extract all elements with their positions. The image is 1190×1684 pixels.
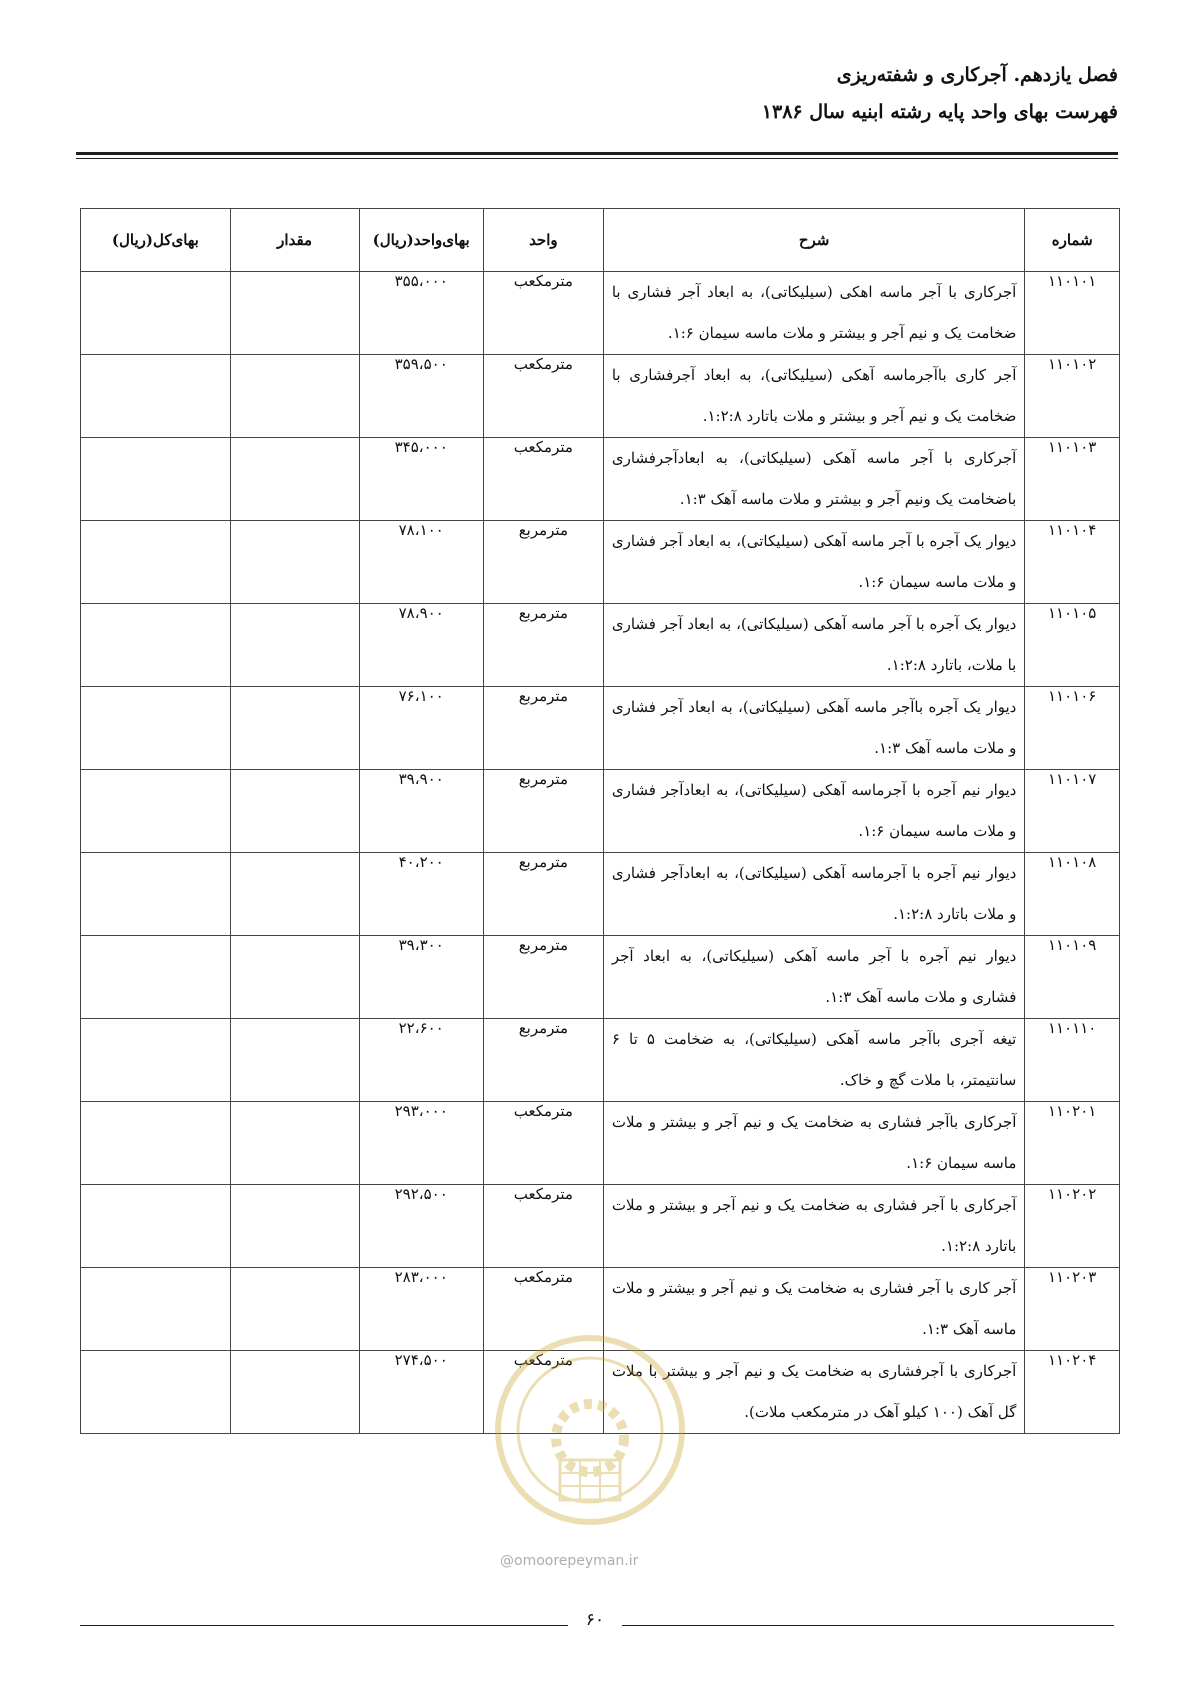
item-quantity <box>230 687 359 770</box>
item-unit-price: ۷۸،۱۰۰ <box>359 521 483 604</box>
item-description: دیوار یک آجره با آجر ماسه آهکی (سیلیکاتی)، به ابعاد آجر فشاری با ملات، باتارد ۱:۲:۸. <box>603 604 1025 687</box>
table-row <box>81 1102 1120 1185</box>
column-header-unit: واحد <box>483 209 603 272</box>
table-row <box>81 853 1120 936</box>
table-header-row <box>81 209 1120 272</box>
item-description: دیوار یک آجره باآجر ماسه آهکی (سیلیکاتی)، به ابعاد آجر فشاری و ملات ماسه آهک ۱:۳. <box>603 687 1025 770</box>
item-total-price <box>81 853 231 936</box>
item-number: ۱۱۰۱۰۳ <box>1025 438 1120 521</box>
item-unit-price: ۷۶،۱۰۰ <box>359 687 483 770</box>
column-header-number: شماره <box>1025 209 1120 272</box>
item-number: ۱۱۰۱۰۴ <box>1025 521 1120 604</box>
item-quantity <box>230 1351 359 1434</box>
item-total-price <box>81 604 231 687</box>
item-unit: مترمربع <box>483 604 603 687</box>
item-description: آجرکاری با آجر ماسه اهکی (سیلیکاتی)، به ابعاد آجر فشاری با ضخامت یک و نیم آجر و بیشتر و ملات ماسه سیمان ۱:۶. <box>603 272 1025 355</box>
item-quantity <box>230 1019 359 1102</box>
item-total-price <box>81 1185 231 1268</box>
page-header <box>72 58 1118 130</box>
item-total-price <box>81 936 231 1019</box>
item-unit: مترمکعب <box>483 438 603 521</box>
item-total-price <box>81 438 231 521</box>
item-number: ۱۱۰۲۰۲ <box>1025 1185 1120 1268</box>
item-description: دیوار نیم آجره با آجر ماسه آهکی (سیلیکاتی)، به ابعاد آجر فشاری و ملات ماسه آهک ۱:۳. <box>603 936 1025 1019</box>
table-row <box>81 604 1120 687</box>
footer-rule-left <box>80 1625 568 1626</box>
item-unit-price: ۳۴۵،۰۰۰ <box>359 438 483 521</box>
item-total-price <box>81 1351 231 1434</box>
header-rule-thick <box>76 152 1118 155</box>
table-row <box>81 687 1120 770</box>
item-unit-price: ۳۹،۳۰۰ <box>359 936 483 1019</box>
table-row <box>81 936 1120 1019</box>
item-number: ۱۱۰۱۰۸ <box>1025 853 1120 936</box>
item-quantity <box>230 521 359 604</box>
item-quantity <box>230 604 359 687</box>
item-unit-price: ۷۸،۹۰۰ <box>359 604 483 687</box>
table-row <box>81 1351 1120 1434</box>
item-number: ۱۱۰۱۱۰ <box>1025 1019 1120 1102</box>
item-number: ۱۱۰۱۰۷ <box>1025 770 1120 853</box>
item-number: ۱۱۰۱۰۱ <box>1025 272 1120 355</box>
item-unit: مترمکعب <box>483 1102 603 1185</box>
item-unit: مترمکعب <box>483 355 603 438</box>
item-quantity <box>230 1102 359 1185</box>
item-unit: مترمربع <box>483 770 603 853</box>
item-total-price <box>81 770 231 853</box>
item-unit: مترمکعب <box>483 272 603 355</box>
item-quantity <box>230 1268 359 1351</box>
item-description: آجرکاری با آجر ماسه آهکی (سیلیکاتی)، به ابعادآجرفشاری باضخامت یک ونیم آجر و بیشتر و ملات ماسه آهک ۱:۳. <box>603 438 1025 521</box>
item-description: آجر کاری با آجر فشاری به ضخامت یک و نیم آجر و بیشتر و ملات ماسه آهک ۱:۳. <box>603 1268 1025 1351</box>
price-list-table <box>80 208 1120 1434</box>
item-quantity <box>230 355 359 438</box>
item-description: آجر کاری باآجرماسه آهکی (سیلیکاتی)، به ابعاد آجرفشاری با ضخامت یک و نیم آجر و بیشتر و ملات باتارد ۱:۲:۸. <box>603 355 1025 438</box>
item-description: دیوار نیم آجره با آجرماسه آهکی (سیلیکاتی)، به ابعادآجر فشاری و ملات باتارد ۱:۲:۸. <box>603 853 1025 936</box>
item-number: ۱۱۰۱۰۲ <box>1025 355 1120 438</box>
item-unit-price: ۳۵۵،۰۰۰ <box>359 272 483 355</box>
item-number: ۱۱۰۲۰۴ <box>1025 1351 1120 1434</box>
item-quantity <box>230 272 359 355</box>
item-description: دیوار یک آجره با آجر ماسه آهکی (سیلیکاتی)، به ابعاد آجر فشاری و ملات ماسه سیمان ۱:۶. <box>603 521 1025 604</box>
item-number: ۱۱۰۲۰۳ <box>1025 1268 1120 1351</box>
item-unit-price: ۲۷۴،۵۰۰ <box>359 1351 483 1434</box>
item-unit-price: ۲۲،۶۰۰ <box>359 1019 483 1102</box>
column-header-quantity: مقدار <box>230 209 359 272</box>
item-unit: مترمکعب <box>483 1351 603 1434</box>
item-unit: مترمربع <box>483 687 603 770</box>
item-unit-price: ۴۰،۲۰۰ <box>359 853 483 936</box>
item-description: تیغه آجری باآجر ماسه آهکی (سیلیکاتی)، به ضخامت ۵ تا ۶ سانتیمتر، با ملات گچ و خاک. <box>603 1019 1025 1102</box>
item-total-price <box>81 355 231 438</box>
table-row <box>81 1185 1120 1268</box>
item-unit-price: ۲۹۲،۵۰۰ <box>359 1185 483 1268</box>
item-unit: مترمربع <box>483 521 603 604</box>
item-unit: مترمکعب <box>483 1185 603 1268</box>
item-number: ۱۱۰۱۰۹ <box>1025 936 1120 1019</box>
item-unit-price: ۳۹،۹۰۰ <box>359 770 483 853</box>
column-header-unit-price: بهای‌واحد(ریال) <box>359 209 483 272</box>
item-total-price <box>81 272 231 355</box>
table-row <box>81 438 1120 521</box>
item-total-price <box>81 687 231 770</box>
item-total-price <box>81 521 231 604</box>
item-unit: مترمربع <box>483 936 603 1019</box>
chapter-title: فصل یازدهم. آجرکاری و شفته‌ریزی <box>836 64 1118 86</box>
item-quantity <box>230 853 359 936</box>
item-description: آجرکاری باآجر فشاری به ضخامت یک و نیم آجر و بیشتر و ملات ماسه سیمان ۱:۶. <box>603 1102 1025 1185</box>
item-number: ۱۱۰۱۰۵ <box>1025 604 1120 687</box>
item-unit: مترمکعب <box>483 1268 603 1351</box>
item-unit-price: ۲۹۳،۰۰۰ <box>359 1102 483 1185</box>
item-description: آجرکاری با آجر فشاری به ضخامت یک و نیم آجر و بیشتر و ملات باتارد ۱:۲:۸. <box>603 1185 1025 1268</box>
item-unit-price: ۳۵۹،۵۰۰ <box>359 355 483 438</box>
item-description: دیوار نیم آجره با آجرماسه آهکی (سیلیکاتی)، به ابعادآجر فشاری و ملات ماسه سیمان ۱:۶. <box>603 770 1025 853</box>
item-unit: مترمربع <box>483 1019 603 1102</box>
item-total-price <box>81 1019 231 1102</box>
table-row <box>81 770 1120 853</box>
item-unit: مترمربع <box>483 853 603 936</box>
item-description: آجرکاری با آجرفشاری به ضخامت یک و نیم آجر و بیشتر با ملات گل آهک (۱۰۰ کیلو آهک در مترمکعب ملات). <box>603 1351 1025 1434</box>
footer-rule-right <box>622 1625 1114 1626</box>
table-row <box>81 355 1120 438</box>
item-total-price <box>81 1102 231 1185</box>
item-number: ۱۱۰۲۰۱ <box>1025 1102 1120 1185</box>
column-header-description: شرح <box>603 209 1025 272</box>
item-number: ۱۱۰۱۰۶ <box>1025 687 1120 770</box>
item-quantity <box>230 438 359 521</box>
page-number: ۶۰ <box>585 1610 605 1630</box>
item-total-price <box>81 1268 231 1351</box>
table-row <box>81 1268 1120 1351</box>
price-list-title: فهرست بهای واحد پایه رشته ابنیه سال ۱۳۸۶ <box>761 101 1118 123</box>
item-quantity <box>230 770 359 853</box>
table-row <box>81 521 1120 604</box>
table-row <box>81 272 1120 355</box>
item-quantity <box>230 1185 359 1268</box>
item-unit-price: ۲۸۳،۰۰۰ <box>359 1268 483 1351</box>
table-row <box>81 1019 1120 1102</box>
watermark-site-text: @omoorepeyman.ir <box>500 1553 639 1569</box>
header-rule-thin <box>76 158 1118 159</box>
column-header-total-price: بهای‌کل(ریال) <box>81 209 231 272</box>
item-quantity <box>230 936 359 1019</box>
